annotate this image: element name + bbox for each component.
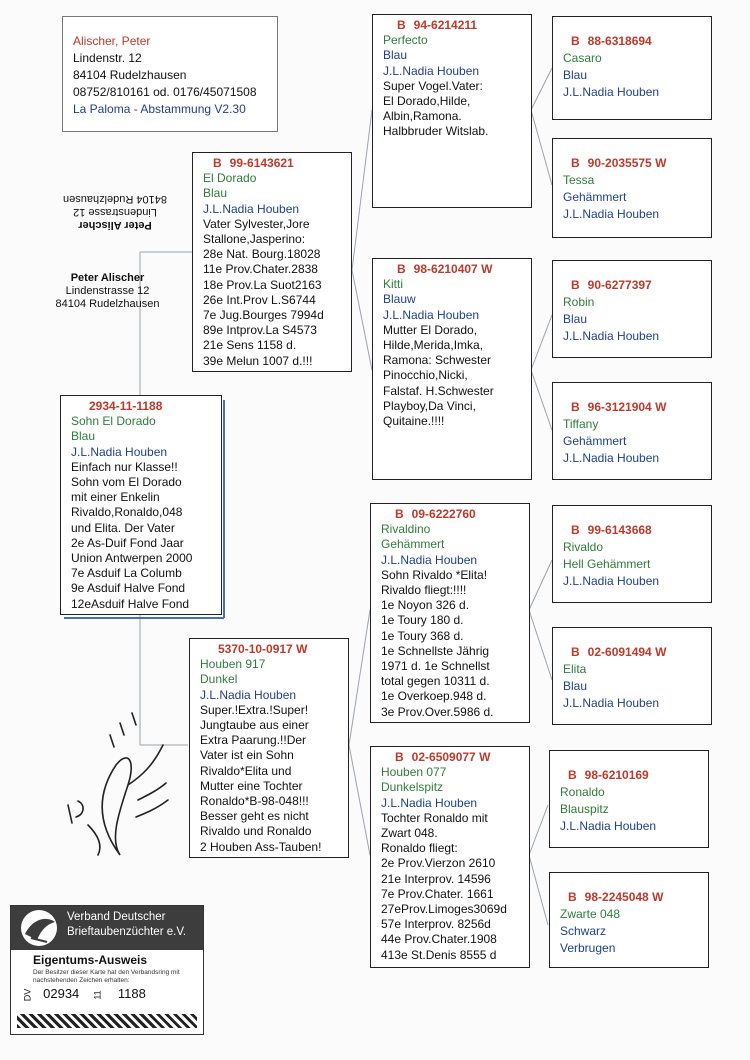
software-version: La Paloma - Abstammung V2.30 [73, 102, 246, 116]
mf-ring: 09-6222760 [411, 507, 476, 521]
ff-description: Super Vogel.Vater: El Dorado,Hilde, Albin,Ramona. Halbbruder Witslab. [383, 78, 489, 139]
ggp-box [552, 627, 712, 725]
ff-name: Perfecto [383, 33, 428, 48]
owner-street: Lindenstr. 12 [73, 51, 142, 65]
ggp-name: Elita [563, 662, 587, 676]
mm-prefix: B [395, 750, 404, 764]
id-card-note: Der Besitzer dieser Karte hat den Verbandsring mit nachstehenden Zeichen erhalten: [33, 969, 180, 984]
ggp-ring: 02-6091494 W [587, 645, 667, 659]
fm-description: Mutter El Dorado, Hilde,Merida,Imka, Ramona: Schwester Pinocchio,Nicki, Falstaf. H.Schwester Playboy,Da Vinci, Quitaine.!!!! [383, 322, 494, 429]
ggp-box [549, 872, 709, 968]
mm-description: Tochter Ronaldo mit Zwart 048. Ronaldo fliegt: 2e Prov.Vierzon 2610 21e Interprov. 14596 7e Prov.Chater. 1661 27eProv.Limoges3069d 57e Interprov. 8256d 44e Prov.Chater.1908 413e St.Denis 8555 d [381, 810, 507, 962]
ggp-name: Zwarte 048 [560, 907, 621, 921]
mf-name: Rivaldino [381, 522, 431, 537]
ff-prefix: B [397, 18, 406, 32]
mother-box [189, 638, 349, 858]
ggp-name: Tessa [563, 173, 595, 187]
ggp-color: Blau [563, 68, 588, 82]
mother-name: Houben 917 [200, 657, 266, 672]
ggp-color: Blau [563, 312, 588, 326]
ggp-name: Tiffany [563, 417, 599, 431]
ggp-prefix: B [571, 34, 580, 48]
org-line-1: Verband Deutscher [67, 911, 166, 923]
stamp-street: Lindenstrasse 12 [65, 285, 150, 297]
subject-owner: J.L.Nadia Houben [71, 444, 168, 459]
ggp-owner: J.L.Nadia Houben [563, 451, 660, 465]
ggp-prefix: B [571, 156, 580, 170]
ring-year: 11 [92, 990, 103, 1000]
ggp-name: Robin [563, 295, 595, 309]
owner-city: 84104 Rudelzhausen [73, 68, 187, 82]
subject-description: Einfach nur Klasse!! Sohn vom El Dorado mit einer Enkelin Rivaldo,Ronaldo,048 und Elita. Der Vater 2e As-Duif Fond Jaar Union Antwerpen 2000 7e Asduif La Columb 9e Asduif Halve Fond 12eAsduif Halve Fond [71, 459, 193, 611]
mother-ring: 5370-10-0917 W [218, 642, 308, 656]
fm-owner: J.L.Nadia Houben [383, 307, 480, 322]
ggp-color: Blauspitz [560, 802, 609, 816]
father-color: Blau [203, 186, 228, 201]
father-prefix: B [213, 156, 222, 170]
id-card-org [67, 910, 186, 940]
ggp-owner: J.L.Nadia Houben [563, 696, 660, 710]
ggp-color: Gehämmert [563, 434, 627, 448]
father-owner: J.L.Nadia Houben [203, 201, 300, 216]
owner-phone: 08752/810161 od. 0176/45071508 [73, 85, 257, 99]
mf-owner: J.L.Nadia Houben [381, 552, 478, 567]
fm-name: Kitti [383, 277, 404, 292]
ff-ring: 94-6214211 [413, 18, 478, 32]
ggp-color: Schwarz [560, 924, 607, 938]
ff-color: Blau [383, 48, 408, 63]
subject-color: Blau [71, 429, 96, 444]
stamp-street-rotated: Lindenstrasse 12 [73, 206, 157, 218]
stamp-name-rotated: Peter Alischer [78, 219, 152, 231]
ggp-ring: 99-6143668 [587, 523, 652, 537]
ggp-owner: J.L.Nadia Houben [563, 329, 660, 343]
address-stamp-rotated [50, 192, 180, 231]
mf-box [370, 503, 530, 723]
mf-prefix: B [395, 507, 404, 521]
mother-owner: J.L.Nadia Houben [200, 687, 297, 702]
ggp-name: Rivaldo [563, 540, 604, 554]
stamp-city: 84104 Rudelzhausen [55, 298, 160, 310]
ggp-name: Casaro [563, 51, 602, 65]
ggp-color: Gehämmert [563, 190, 627, 204]
fm-box [372, 258, 532, 480]
header-box [62, 16, 278, 132]
ggp-prefix: B [568, 768, 577, 782]
ggp-ring: 98-2245048 W [584, 890, 664, 904]
mother-color: Dunkel [200, 672, 238, 687]
ggp-box [552, 260, 712, 358]
fm-ring: 98-6210407 W [413, 262, 493, 276]
ownership-id-card [10, 905, 204, 1035]
ggp-prefix: B [568, 890, 577, 904]
address-stamp [40, 272, 175, 311]
ggp-color: Hell Gehämmert [563, 557, 651, 571]
mm-box [370, 746, 530, 968]
ggp-prefix: B [571, 278, 580, 292]
fm-prefix: B [397, 262, 406, 276]
ggp-prefix: B [571, 400, 580, 414]
mm-name: Houben 077 [381, 765, 447, 780]
ggp-box [552, 16, 712, 120]
ggp-owner: J.L.Nadia Houben [563, 85, 660, 99]
mm-owner: J.L.Nadia Houben [381, 795, 478, 810]
subject-name: Sohn El Dorado [71, 414, 156, 429]
dv-label: DV [22, 988, 33, 1002]
ggp-box [552, 505, 712, 603]
ggp-ring: 96-3121904 W [587, 400, 667, 414]
ggp-ring: 88-6318694 [587, 34, 652, 48]
ggp-owner: J.L.Nadia Houben [560, 819, 657, 833]
ggp-color: Blau [563, 679, 588, 693]
ggp-box [552, 138, 712, 238]
ff-owner: J.L.Nadia Houben [383, 63, 480, 78]
ggp-owner: J.L.Nadia Houben [563, 207, 660, 221]
mm-color: Dunkelspitz [381, 780, 444, 795]
ggp-name: Ronaldo [560, 785, 605, 799]
ggp-box [552, 382, 712, 480]
subject-box [60, 395, 222, 615]
mm-ring: 02-6509077 W [411, 750, 491, 764]
stamp-name: Peter Alischer [70, 272, 145, 284]
father-box [192, 152, 352, 372]
id-card-header [11, 906, 203, 950]
ggp-ring: 98-6210169 [584, 768, 649, 782]
ggp-owner: Verbrugen [560, 941, 616, 955]
ggp-ring: 90-6277397 [587, 278, 652, 292]
ff-box [372, 14, 532, 208]
stamp-city-rotated: 84104 Rudelzhausen [63, 193, 167, 205]
ggp-prefix: B [571, 645, 580, 659]
ring-num-2: 1188 [117, 986, 146, 1001]
father-description: Vater Sylvester,Jore Stallone,Jasperino: 28e Nat. Bourg.18028 11e Prov.Chater.2838 18e Prov.La Suot2163 26e Int.Prov L.S6744 7e Jug.Bourges 7994d 89e Intprov.La S4573 21e Sens 1158 d. 39e Melun 1007 d.!!! [203, 216, 324, 368]
ggp-ring: 90-2035575 W [587, 156, 667, 170]
handwritten-signature [58, 705, 188, 865]
ggp-prefix: B [571, 523, 580, 537]
id-card-title: Eigentums-Ausweis [33, 953, 148, 967]
subject-ring: 2934-11-1188 [89, 399, 163, 413]
mf-description: Sohn Rivaldo *Elita! Rivaldo fliegt:!!!! 1e Noyon 326 d. 1e Toury 180 d. 1e Toury 368 d. 1e Schnellste Jährig 1971 d. 1e Schnellst total gegen 10311 d. 1e Overkoep.948 d. 3e Prov.Over.5986 d. [381, 567, 494, 719]
mf-color: Gehämmert [381, 537, 445, 552]
mother-description: Super.!Extra.!Super! Jungtaube aus einer Extra Paarung.!!Der Vater ist ein Sohn Rivaldo*Elita und Mutter eine Tochter Ronaldo*B-98-048!!! Besser geht es nicht Rivaldo und Ronaldo 2 Houben Ass-Tauben! [200, 702, 322, 854]
org-line-2: Brieftaubenzüchter e.V. [67, 926, 187, 938]
pigeon-logo-icon [17, 908, 61, 948]
fm-color: Blauw [383, 292, 416, 307]
ring-num-1: 02934 [43, 986, 80, 1001]
id-card-pattern-border [17, 1014, 197, 1028]
ggp-box [549, 750, 709, 848]
owner-name: Alischer, Peter [73, 34, 151, 48]
father-ring: 99-6143621 [229, 156, 294, 170]
father-name: El Dorado [203, 171, 257, 186]
id-card-ring-number [21, 986, 146, 1001]
ggp-owner: J.L.Nadia Houben [563, 574, 660, 588]
